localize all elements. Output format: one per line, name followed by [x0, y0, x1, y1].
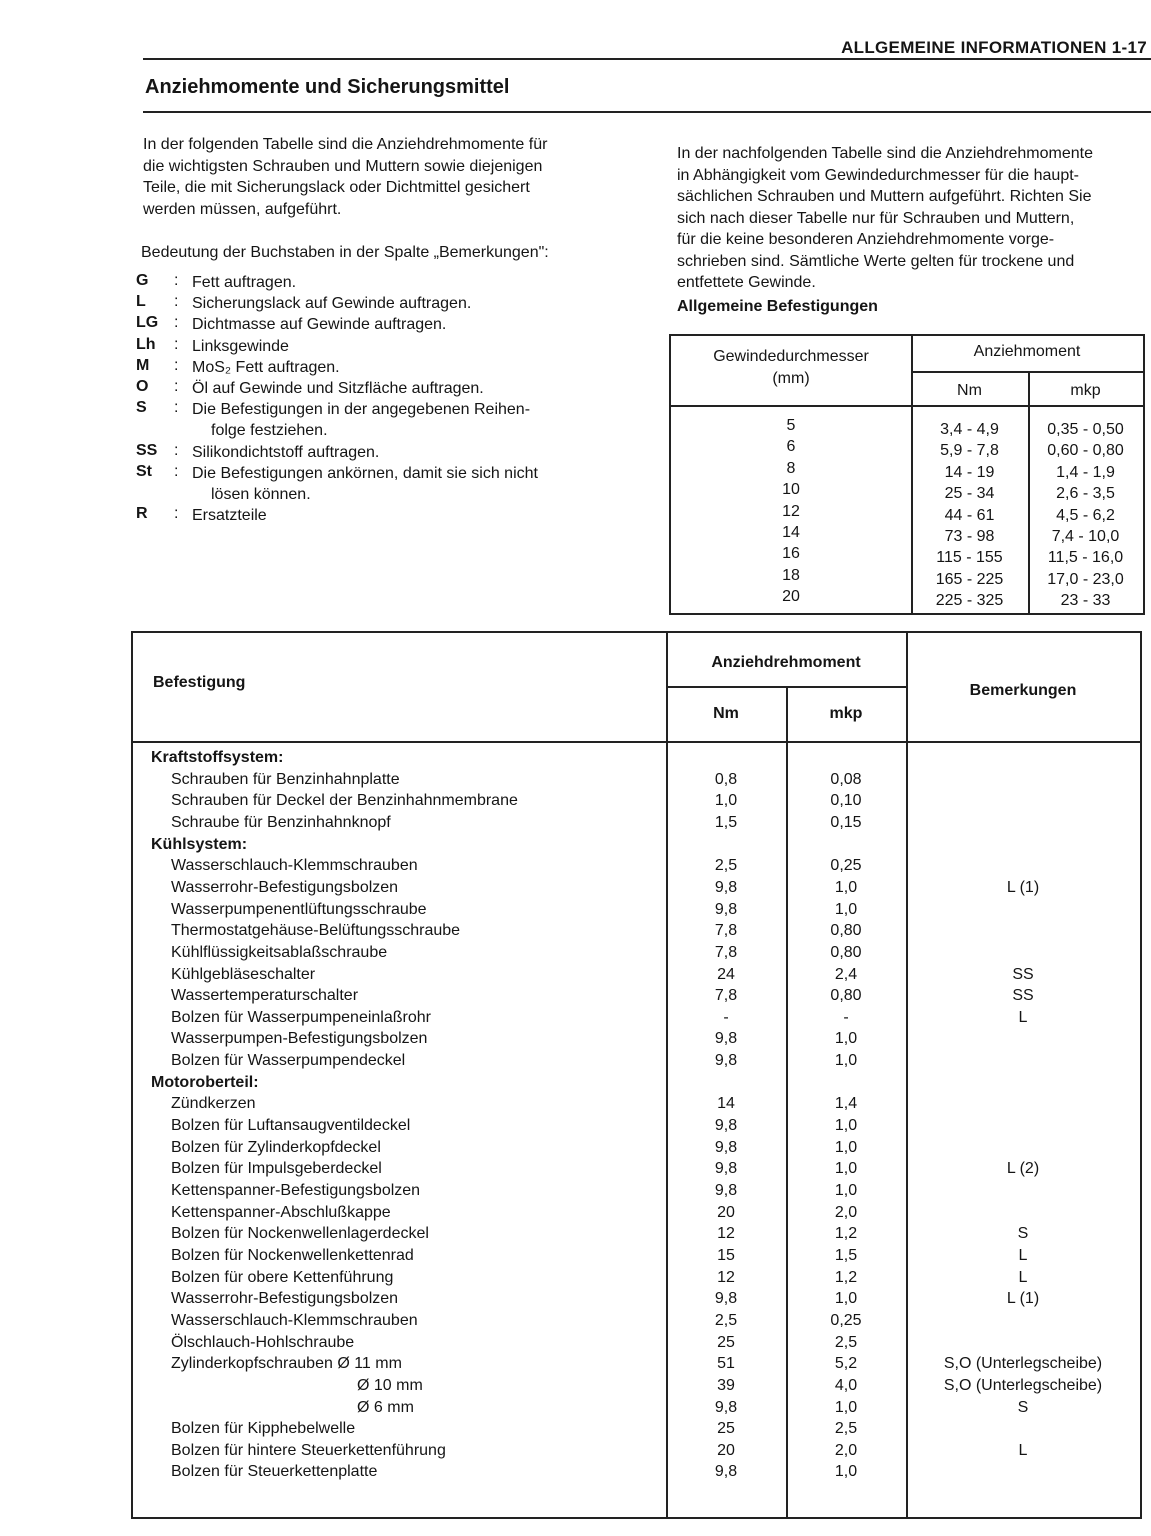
nm-value: 44 - 61: [944, 506, 995, 524]
legend-description: [192, 336, 289, 357]
fastener-name: Bolzen für Nockenwellenkettenrad: [171, 1246, 414, 1264]
diameter-value: 20: [782, 588, 800, 606]
nm-value: 1,0: [714, 792, 738, 810]
diameter-value: 16: [782, 545, 800, 563]
table-row: [133, 1030, 1140, 1052]
fastener-name: Zündkerzen: [171, 1095, 256, 1113]
column-header-mkp: mkp: [1070, 382, 1101, 399]
nm-value: 9,8: [714, 1182, 738, 1199]
fastener-name: Thermostatgehäuse-Belüftungsschraube: [171, 922, 461, 940]
table-section-heading: [133, 836, 1140, 858]
column-header-mkp: mkp: [829, 705, 863, 722]
legend-description-line: lösen können.: [211, 485, 311, 503]
nm-value: 20: [717, 1441, 735, 1459]
remarks-value: L (1): [1006, 878, 1040, 896]
table-row: [133, 814, 1140, 836]
mkp-value: 1,0: [834, 1160, 858, 1178]
mkp-value: 1,0: [834, 878, 858, 896]
column-header-diameter: Gewindedurchmesser: [713, 348, 869, 365]
column-header-nm: Nm: [713, 705, 739, 722]
mkp-value: 1,0: [834, 1463, 858, 1481]
remarks-value: L: [1018, 1246, 1028, 1264]
mkp-column: [1028, 419, 1143, 612]
diameter-value: 6: [786, 438, 796, 456]
nm-value: 20: [717, 1203, 735, 1221]
nm-value: 12: [717, 1225, 735, 1243]
remarks-value: S: [1017, 1225, 1029, 1243]
mkp-value: 0,10: [830, 792, 862, 810]
mkp-value: 2,0: [834, 1203, 858, 1221]
mkp-value: 0,80: [830, 987, 862, 1005]
mkp-value: 1,0: [834, 900, 858, 918]
mkp-value: 0,25: [830, 1311, 862, 1329]
remarks-value: SS: [1012, 965, 1034, 983]
legend-description: [192, 293, 471, 314]
fastener-name: Bolzen für Kipphebelwelle: [171, 1420, 356, 1438]
fastener-name: Schraube für Benzinhahnknopf: [171, 813, 391, 831]
fastener-name: Schrauben für Deckel der Benzinhahnmembrane: [171, 792, 518, 810]
mkp-value: 0,25: [830, 857, 862, 875]
table-row: [133, 1182, 1140, 1204]
table-row: [133, 792, 1140, 814]
mkp-value: 1,2: [834, 1225, 858, 1243]
nm-value: 25 - 34: [944, 485, 995, 503]
legend-colon: :: [174, 505, 179, 523]
mkp-value: 1,0: [834, 1117, 858, 1135]
table-row: [133, 1399, 1140, 1421]
fastener-name: Bolzen für Impulsgeberdeckel: [171, 1160, 382, 1178]
table-row: [133, 1334, 1140, 1356]
table-row: [133, 1204, 1140, 1226]
mkp-value: 4,0: [834, 1376, 858, 1394]
table-row: [133, 966, 1140, 988]
legend-description: [192, 357, 340, 378]
fastener-name: Bolzen für Zylinderkopfdeckel: [171, 1138, 381, 1156]
mkp-value: 1,0: [834, 1290, 858, 1308]
diameter-value: 18: [782, 566, 800, 584]
fastener-name: Bolzen für Steuerkettenplatte: [171, 1463, 378, 1481]
legend-description-line: Die Befestigungen in der angegebenen Reihen-: [192, 401, 531, 419]
table-section-heading: [133, 1074, 1140, 1096]
legend-description-line: Dichtmasse auf Gewinde auftragen.: [192, 316, 447, 334]
table-row: [133, 944, 1140, 966]
legend-code: Lh: [136, 335, 156, 353]
text-line: werden müssen, aufgeführt.: [143, 200, 342, 218]
fastener-name: Wassertemperaturschalter: [171, 987, 359, 1005]
nm-value: 9,8: [714, 1160, 738, 1178]
legend-colon: :: [174, 462, 179, 480]
legend-description-line: Linksgewinde: [192, 337, 289, 355]
nm-value: 0,8: [714, 770, 738, 788]
nm-value: 73 - 98: [944, 528, 995, 546]
legend-code: L: [136, 293, 146, 311]
fastener-name: Wasserpumpen-Befestigungsbolzen: [171, 1030, 428, 1048]
nm-value: 225 - 325: [935, 592, 1004, 610]
fastener-name: Kettenspanner-Abschlußkappe: [171, 1203, 391, 1221]
fastener-name: Wasserpumpenentlüftungsschraube: [171, 900, 427, 918]
nm-column: [911, 419, 1028, 612]
table-row: [133, 1355, 1140, 1377]
table-row: [133, 1225, 1140, 1247]
table-divider: [671, 405, 1143, 407]
fastener-name: Bolzen für hintere Steuerkettenführung: [171, 1441, 446, 1459]
table-row: [133, 922, 1140, 944]
mkp-value: 7,4 - 10,0: [1051, 528, 1120, 546]
nm-value: 1,5: [714, 813, 738, 831]
legend-colon: :: [174, 272, 179, 289]
fastener-name: Kühlflüssigkeitsablaßschraube: [171, 943, 388, 961]
table-row: [133, 771, 1140, 793]
table-row: [133, 1009, 1140, 1031]
text-line: Teile, die mit Sicherungslack oder Dichtmittel gesichert: [143, 179, 530, 196]
fastener-name: Zylinderkopfschrauben Ø 11 mm: [171, 1355, 402, 1373]
general-fasteners-table: [669, 334, 1145, 615]
fastener-name: Ø 6 mm: [357, 1398, 414, 1416]
nm-value: 9,8: [714, 878, 738, 896]
diameter-value: 14: [782, 524, 800, 542]
nm-value: 15: [717, 1246, 735, 1264]
legend-description: [192, 272, 296, 293]
remarks-value: SS: [1012, 987, 1034, 1005]
nm-value: 7,8: [714, 943, 738, 961]
column-header-nm: Nm: [957, 382, 982, 399]
mkp-value: 1,0: [834, 1182, 858, 1199]
remarks-value: L (2): [1006, 1160, 1040, 1178]
nm-value: 7,8: [714, 922, 738, 940]
mkp-value: 1,0: [834, 1138, 858, 1156]
nm-value: 14: [717, 1095, 735, 1113]
mkp-value: 0,35 - 0,50: [1047, 421, 1124, 438]
nm-value: 115 - 155: [936, 549, 1003, 567]
nm-value: 3,4 - 4,9: [940, 421, 999, 438]
diameter-value: 10: [782, 481, 800, 499]
legend-description-line: folge festziehen.: [211, 422, 328, 440]
table-row: [133, 1269, 1140, 1291]
legend-colon: :: [174, 293, 179, 311]
section-title: Kühlsystem:: [151, 835, 248, 853]
table-row: [133, 1117, 1140, 1139]
legend-colon: :: [174, 335, 179, 353]
mkp-value: 4,5 - 6,2: [1056, 506, 1115, 524]
diameter-value: 5: [786, 417, 796, 434]
legend-description-line: Die Befestigungen ankörnen, damit sie sich nicht: [192, 464, 538, 482]
column-header-torque: Anziehmoment: [973, 343, 1081, 360]
fastener-name: Wasserrohr-Befestigungsbolzen: [171, 878, 399, 896]
remarks-value: S,O (Unterlegscheibe): [943, 1376, 1103, 1394]
legend-description: [192, 463, 538, 505]
nm-value: 9,8: [714, 1030, 738, 1048]
mkp-value: 1,2: [834, 1268, 858, 1286]
nm-value: 9,8: [714, 1398, 738, 1416]
legend-code: LG: [136, 314, 159, 332]
column-header-remarks: Bemerkungen: [969, 682, 1077, 699]
nm-value: 25: [717, 1333, 735, 1351]
table-row: [133, 987, 1140, 1009]
intro-left-paragraph: [143, 134, 547, 220]
torque-table: [131, 631, 1142, 1519]
mkp-value: 11,5 - 16,0: [1047, 549, 1124, 567]
general-fasteners-heading: Allgemeine Befestigungen: [677, 298, 878, 315]
legend-colon: :: [174, 356, 179, 374]
mkp-value: 0,08: [830, 770, 862, 788]
legend-description-line: Ersatzteile: [192, 507, 267, 525]
table-row: [133, 879, 1140, 901]
legend-colon: :: [174, 441, 179, 459]
fastener-name: Bolzen für obere Kettenführung: [171, 1268, 394, 1286]
legend-code: O: [136, 377, 149, 395]
fastener-name: Ölschlauch-Hohlschraube: [171, 1333, 355, 1351]
mkp-value: 0,80: [830, 943, 862, 961]
table-row: [133, 1420, 1140, 1442]
section-title: Motoroberteil:: [151, 1073, 259, 1091]
remarks-value: L: [1018, 1008, 1028, 1026]
mkp-value: 1,4: [834, 1095, 858, 1113]
remarks-value: S,O (Unterlegscheibe): [943, 1355, 1103, 1373]
text-line: für die keine besonderen Anziehdrehmomente vorge-: [677, 231, 1055, 248]
table-divider: [911, 371, 1143, 373]
table-row: [133, 1442, 1140, 1464]
section-title: Kraftstoffsystem:: [151, 749, 284, 766]
mkp-value: 0,60 - 0,80: [1047, 442, 1124, 460]
legend-description-line: Silikondichtstoff auftragen.: [192, 443, 380, 461]
table-row: [133, 1290, 1140, 1312]
fastener-name: Kühlgebläseschalter: [171, 965, 316, 983]
legend-colon: :: [174, 399, 179, 417]
nm-value: 39: [717, 1376, 735, 1394]
fastener-name: Ø 10 mm: [357, 1376, 423, 1394]
fastener-name: Kettenspanner-Befestigungsbolzen: [171, 1182, 421, 1199]
fastener-name: Bolzen für Nockenwellenlagerdeckel: [171, 1225, 429, 1243]
nm-value: 7,8: [714, 987, 738, 1005]
nm-value: 12: [717, 1268, 735, 1286]
mkp-value: 1,4 - 1,9: [1056, 463, 1115, 481]
text-line: Bedeutung der Buchstaben in der Spalte „Bemerkungen":: [141, 244, 549, 261]
diameter-column: [671, 415, 911, 608]
legend-description: [192, 378, 484, 399]
fastener-name: Bolzen für Wasserpumpendeckel: [171, 1052, 406, 1070]
table-row: [133, 1052, 1140, 1074]
nm-value: 25: [717, 1420, 735, 1438]
table-row: [133, 1463, 1140, 1485]
nm-value: 9,8: [714, 900, 738, 918]
table-row: [133, 1095, 1140, 1117]
nm-value: 2,5: [714, 1311, 738, 1329]
nm-value: 9,8: [714, 1290, 738, 1308]
nm-value: -: [723, 1008, 729, 1026]
fastener-name: Wasserrohr-Befestigungsbolzen: [171, 1290, 399, 1308]
page-header: ALLGEMEINE INFORMATIONEN 1-17: [841, 38, 1147, 57]
nm-value: 9,8: [714, 1138, 738, 1156]
legend-intro: [141, 242, 549, 264]
intro-right-paragraph: [677, 143, 1093, 294]
header-rule: [143, 58, 1151, 60]
text-line: In der folgenden Tabelle sind die Anziehdrehmomente für: [143, 136, 548, 153]
nm-value: 14 - 19: [944, 463, 995, 481]
mkp-value: 1,0: [834, 1398, 858, 1416]
text-line: in Abhängigkeit vom Gewindedurchmesser für die haupt-: [677, 166, 1079, 184]
fastener-name: Schrauben für Benzinhahnplatte: [171, 770, 400, 788]
remarks-value: S: [1017, 1398, 1029, 1416]
text-line: sich nach dieser Tabelle nur für Schrauben und Muttern,: [677, 209, 1075, 227]
legend-colon: :: [174, 377, 179, 395]
mkp-value: 0,80: [830, 922, 862, 940]
mkp-value: 2,4: [834, 965, 858, 983]
legend-code: M: [136, 356, 150, 374]
column-header-fastener: Befestigung: [153, 674, 246, 691]
column-header-torque: Anziehdrehmoment: [711, 654, 861, 671]
nm-value: 9,8: [714, 1463, 738, 1481]
remarks-value: L (1): [1006, 1290, 1040, 1308]
table-divider: [133, 741, 1140, 743]
legend-description: [192, 505, 267, 526]
remarks-value: L: [1018, 1268, 1028, 1286]
legend-description-line: Fett auftragen.: [192, 274, 297, 291]
text-line: schrieben sind. Sämtliche Werte gelten für trockene und: [677, 252, 1075, 270]
nm-value: 9,8: [714, 1117, 738, 1135]
legend-description: [192, 314, 446, 335]
fastener-name: Bolzen für Luftansaugventildeckel: [171, 1117, 411, 1135]
mkp-value: 2,5: [834, 1333, 858, 1351]
legend-code: SS: [136, 441, 158, 459]
legend-colon: :: [174, 314, 179, 332]
mkp-value: 1,5: [834, 1246, 858, 1264]
table-row: [133, 1312, 1140, 1334]
legend-code: St: [136, 462, 152, 480]
legend-code: R: [136, 505, 148, 523]
mkp-value: -: [843, 1008, 849, 1026]
legend-code: S: [136, 399, 147, 417]
table-section-heading: [133, 749, 1140, 771]
table-row: [133, 857, 1140, 879]
nm-value: 9,8: [714, 1052, 738, 1070]
mkp-value: 1,0: [834, 1030, 858, 1048]
nm-value: 51: [717, 1355, 735, 1373]
fastener-name: Wasserschlauch-Klemmschrauben: [171, 857, 418, 875]
column-header-diameter-unit: (mm): [772, 370, 810, 387]
text-line: entfettete Gewinde.: [677, 274, 816, 291]
mkp-value: 1,0: [834, 1052, 858, 1070]
nm-value: 2,5: [714, 857, 738, 875]
legend-description: [192, 399, 530, 441]
fastener-name: Bolzen für Wasserpumpeneinlaßrohr: [171, 1008, 431, 1026]
legend-code: G: [136, 272, 149, 289]
remarks-value: L: [1018, 1441, 1028, 1459]
mkp-value: 23 - 33: [1060, 592, 1111, 610]
legend-description-line: MoS₂ Fett auftragen.: [192, 358, 340, 376]
nm-value: 165 - 225: [935, 570, 1004, 588]
table-row: [133, 1139, 1140, 1161]
mkp-value: 17,0 - 23,0: [1047, 570, 1124, 588]
fastener-name: Wasserschlauch-Klemmschrauben: [171, 1311, 418, 1329]
page-title: Anziehmomente und Sicherungsmittel: [145, 76, 510, 98]
mkp-value: 5,2: [834, 1355, 858, 1373]
table-row: [133, 1247, 1140, 1269]
mkp-value: 0,15: [830, 813, 862, 831]
mkp-value: 2,6 - 3,5: [1056, 485, 1115, 503]
diameter-value: 8: [786, 459, 796, 477]
table-row: [133, 1377, 1140, 1399]
title-rule: [143, 111, 1151, 113]
table-divider: [666, 686, 906, 688]
text-line: sächlichen Schrauben und Muttern aufgeführt. Richten Sie: [677, 188, 1092, 205]
legend-description-line: Sicherungslack auf Gewinde auftragen.: [192, 295, 472, 313]
nm-value: 24: [717, 965, 735, 983]
diameter-value: 12: [782, 502, 800, 520]
text-line: In der nachfolgenden Tabelle sind die Anziehdrehmomente: [677, 145, 1093, 162]
legend-description-line: Öl auf Gewinde und Sitzfläche auftragen.: [192, 379, 484, 397]
mkp-value: 2,0: [834, 1441, 858, 1459]
table-row: [133, 1160, 1140, 1182]
legend-description: [192, 442, 379, 463]
table-row: [133, 901, 1140, 923]
nm-value: 5,9 - 7,8: [940, 442, 999, 460]
text-line: die wichtigsten Schrauben und Muttern sowie diejenigen: [143, 157, 543, 175]
mkp-value: 2,5: [834, 1420, 858, 1438]
